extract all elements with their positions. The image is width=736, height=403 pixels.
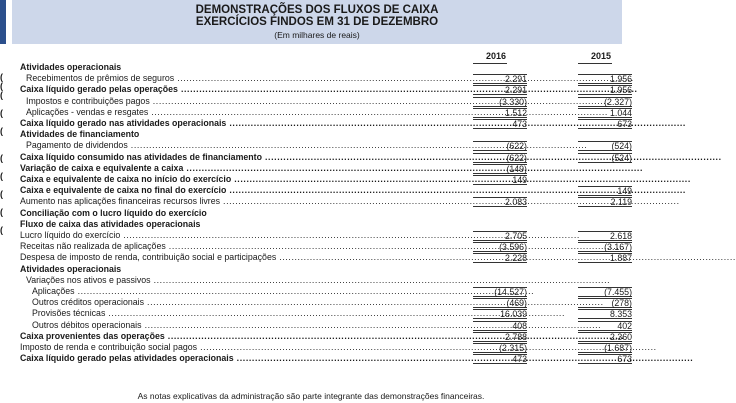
row-label: Provisões técnicas ..... <box>20 309 430 318</box>
table-row <box>20 330 632 342</box>
column-header-2016: 2016 <box>485 51 506 61</box>
row-label: Receitas não realizada de aplicações ..... <box>20 242 430 251</box>
value-2016: 2.788 <box>473 332 527 342</box>
table-row <box>20 185 632 197</box>
table-row <box>20 252 632 264</box>
table-row <box>20 140 632 152</box>
value-2016: (622) <box>473 153 527 163</box>
table-row <box>20 342 632 353</box>
value-2016: 2.083 <box>473 197 527 207</box>
table-row <box>20 353 632 365</box>
value-2016: 2.291 <box>473 74 527 84</box>
table-row <box>20 230 632 241</box>
row-label: Variações nos ativos e passivos ..... <box>20 276 430 285</box>
value-2016: (622) <box>473 141 527 151</box>
table-row <box>20 164 620 173</box>
value-2015: (278) <box>578 298 632 308</box>
currency-note: (Em milhares de reais) <box>274 30 360 40</box>
value-2015: (1.687) <box>578 343 632 353</box>
value-2016: 2.228 <box>473 253 527 263</box>
value-2015: 2.119 <box>578 197 632 207</box>
row-label: Caixa líquido gerado nas atividades operacionais ..... <box>20 119 430 128</box>
table-row <box>20 319 632 331</box>
table-row <box>20 175 620 184</box>
value-2015: (524) <box>578 153 632 163</box>
table-row <box>20 130 620 139</box>
value-2015: 2.618 <box>578 231 632 241</box>
value-2015: 149 <box>578 186 632 196</box>
value-2016: 408 <box>473 321 527 331</box>
row-label: Fluxo de caixa das atividades operacionais <box>20 218 201 229</box>
table-row <box>20 241 632 253</box>
statement-period: EXERCÍCIOS FINDOS EM 31 DE DEZEMBRO <box>195 16 439 28</box>
margin-marker: ( <box>0 225 3 235</box>
value-2015: 2.360 <box>578 332 632 342</box>
margin-marker: ( <box>0 126 3 136</box>
footer-note: As notas explicativas da administração são parte integrante das demonstrações financeiras. <box>137 391 485 401</box>
margin-marker: ( <box>0 90 3 100</box>
value-2015: 1.044 <box>578 108 632 118</box>
table-row <box>20 220 620 229</box>
row-label: Atividades operacionais <box>20 263 122 274</box>
value-2016: 2.705 <box>473 231 527 241</box>
row-label: Atividades operacionais <box>20 62 122 72</box>
value-2015: (524) <box>578 141 632 151</box>
margin-marker: ( <box>0 108 3 118</box>
value-2016: (2.315) <box>473 343 527 353</box>
margin-marker: ( <box>0 189 3 199</box>
value-2015: 1.887 <box>578 253 632 263</box>
value-2015: 1.956 <box>578 74 632 84</box>
row-label: Pagamento de dividendos ..... <box>20 141 430 150</box>
table-row <box>20 196 632 208</box>
value-2015: 1.956 <box>578 85 632 95</box>
row-label: Despesa de imposto de renda, contribuição social e participações ..... <box>20 253 430 262</box>
value-2016: (469) <box>473 298 527 308</box>
value-2016: (149) <box>473 164 527 174</box>
table-row <box>20 63 620 72</box>
row-label: Aplicações - vendas e resgates ..... <box>20 108 430 117</box>
table-row <box>20 95 632 107</box>
statement-title: DEMONSTRAÇÕES DOS FLUXOS DE CAIXA <box>195 4 439 16</box>
column-header-2015: 2015 <box>590 51 611 61</box>
value-2016: (3.596) <box>473 242 527 252</box>
row-label: Aplicações ..... <box>20 287 430 296</box>
value-2016: 1.512 <box>473 108 527 118</box>
row-label: Atividades de financiamento <box>20 129 140 140</box>
margin-marker: ( <box>0 171 3 181</box>
row-label: Variação de caixa e equivalente a caixa ..... <box>20 164 430 173</box>
value-2016: (14.527) <box>473 287 527 297</box>
margin-marker: ( <box>0 207 3 217</box>
row-label: Lucro líquido do exercício ..... <box>20 231 430 240</box>
table-row <box>20 297 632 309</box>
table-row <box>20 265 620 274</box>
value-2016: 473 <box>473 354 527 364</box>
value-2015: (7.455) <box>578 287 632 297</box>
table-row <box>20 84 632 96</box>
row-label: Impostos e contribuições pagos ..... <box>20 97 430 106</box>
row-label: Caixa líquido gerado pelas operações ..... <box>20 85 430 94</box>
row-label: Caixa líquido consumido nas atividades de financiamento ..... <box>20 153 430 162</box>
table-row <box>20 73 632 85</box>
value-2016: 149 <box>473 175 527 185</box>
row-label: Caixa líquido gerado pelas atividades operacionais ..... <box>20 354 430 363</box>
row-label: Aumento nas aplicações financeiras recursos livres ..... <box>20 197 430 206</box>
row-label: Outros créditos operacionais ..... <box>20 298 430 307</box>
value-2015: 8.353 <box>578 309 632 319</box>
value-2015: (2.327) <box>578 97 632 107</box>
left-accent-bar <box>0 0 6 44</box>
row-label: Caixa e equivalente de caixa no início do exercício ..... <box>20 175 430 184</box>
row-label: Recebimentos de prêmios de seguros ..... <box>20 74 430 83</box>
row-label: Caixa provenientes das operações ..... <box>20 332 430 341</box>
margin-marker: ( <box>0 72 3 82</box>
row-label: Imposto de renda e contribuição social pagos ..... <box>20 343 430 352</box>
value-2015: 402 <box>578 321 632 331</box>
value-2016: (3.330) <box>473 97 527 107</box>
row-label: Conciliação com o lucro líquido do exercício <box>20 207 207 218</box>
value-2016: 16.039 <box>473 309 527 319</box>
table-row <box>20 106 632 118</box>
value-2015: (3.167) <box>578 242 632 252</box>
table-row <box>20 151 632 163</box>
row-label: Caixa e equivalente de caixa no final do exercício ..... <box>20 186 430 195</box>
table-row <box>20 209 620 218</box>
table-row <box>20 276 620 285</box>
value-2016: 473 <box>473 119 527 129</box>
value-2015: 673 <box>578 119 632 129</box>
margin-marker: ( <box>0 153 3 163</box>
table-row <box>20 308 632 320</box>
margin-marker: ( <box>0 81 3 91</box>
value-2016: 2.291 <box>473 85 527 95</box>
value-2015: 673 <box>578 354 632 364</box>
table-row <box>20 118 632 129</box>
table-row <box>20 286 632 297</box>
row-label: Outros débitos operacionais ..... <box>20 321 430 330</box>
